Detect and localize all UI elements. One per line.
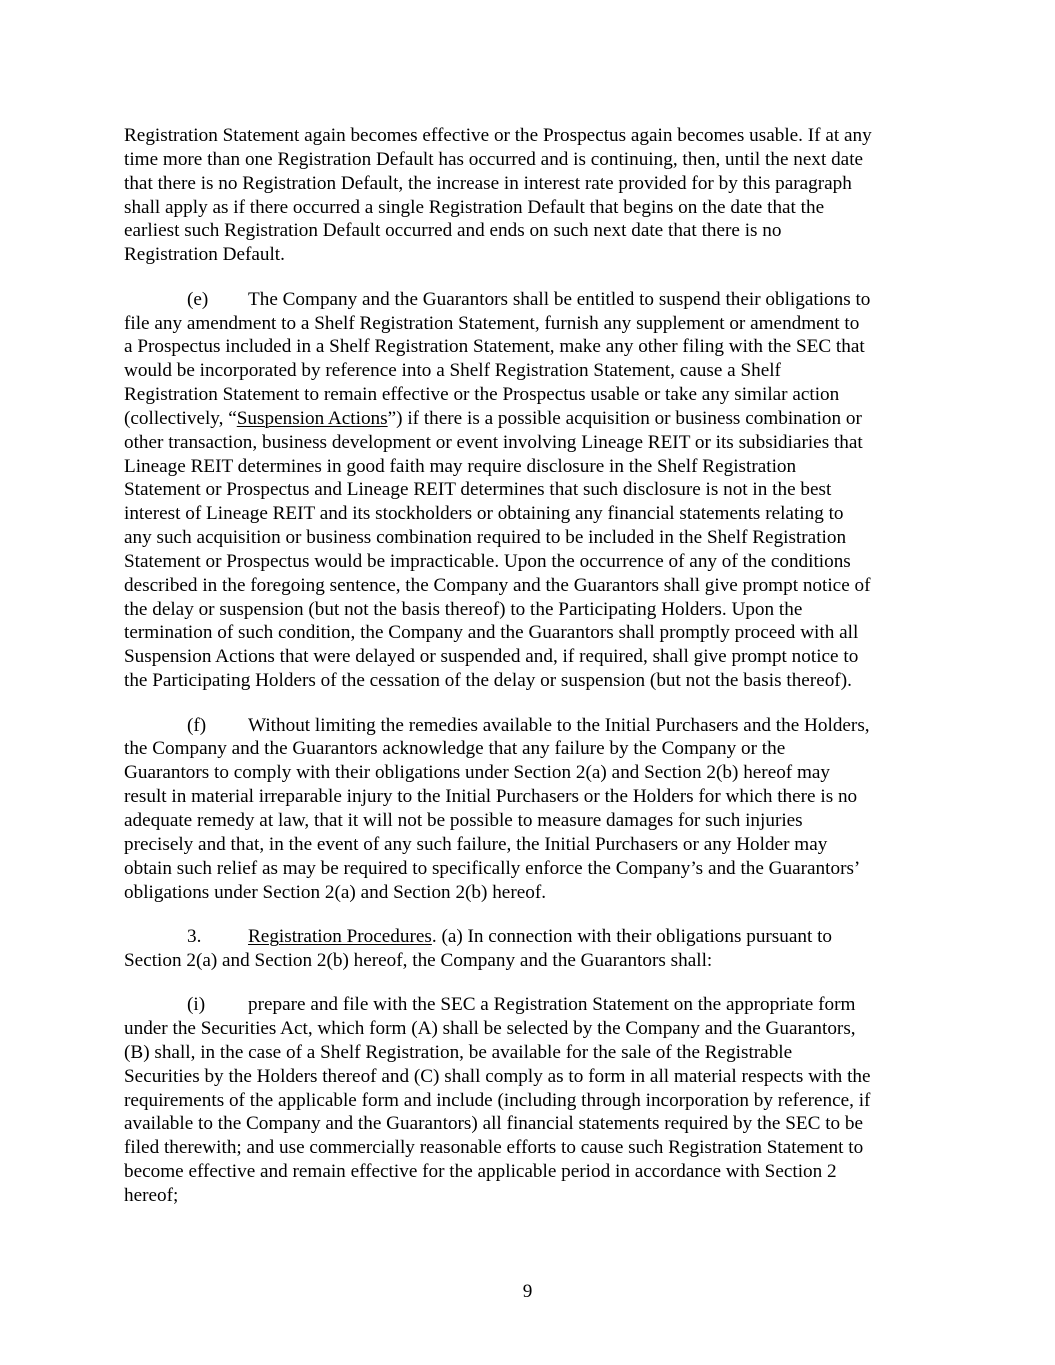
text-line: hereof; (124, 1184, 179, 1206)
text-line: obligations under Section 2(a) and Section 2(b) hereof. (124, 881, 547, 903)
text-segment: The Company and the Guarantors shall be entitled to suspend their obligations to (248, 288, 871, 310)
text-line: would be incorporated by reference into a Shelf Registration Statement, cause a Shelf (124, 360, 781, 382)
text-line: file any amendment to a Shelf Registration Statement, furnish any supplement or amendment to (124, 312, 860, 334)
text-line: Registration Statement again becomes effective or the Prospectus again becomes usable. If at any (124, 125, 872, 146)
text-line: requirements of the applicable form and include (including through incorporation by reference, if (124, 1089, 871, 1111)
text-line: become effective and remain effective for the applicable period in accordance with Section 2 (124, 1161, 837, 1183)
text-line (124, 925, 936, 949)
paragraph-continuation (124, 124, 936, 267)
section-number: 3. (187, 925, 202, 947)
text-line: the Company and the Guarantors acknowledge that any failure by the Company or the (124, 738, 786, 760)
text-line: a Prospectus included in a Shelf Registration Statement, make any other filing with the SEC that (124, 336, 865, 358)
section-title: Registration Procedures (248, 925, 432, 947)
text-line: the Participating Holders of the cessation of the delay or suspension (but not the basis thereof). (124, 670, 852, 692)
text-line: available to the Company and the Guarantors) all financial statements required by the SEC to be (124, 1113, 864, 1135)
text-line: earliest such Registration Default occurred and ends on such next date that there is no (124, 220, 782, 242)
text-line: termination of such condition, the Company and the Guarantors shall promptly proceed with all (124, 622, 859, 644)
text-line (124, 407, 936, 431)
document-body (124, 124, 936, 1208)
defined-term: Suspension Actions (236, 407, 388, 429)
text-segment: Without limiting the remedies available to the Initial Purchasers and the Holders, (248, 714, 870, 736)
text-line: Registration Default. (124, 244, 285, 266)
text-line: shall apply as if there occurred a single Registration Default that begins on the date that the (124, 196, 825, 218)
text-line: filed therewith; and use commercially reasonable efforts to cause such Registration Statement to (124, 1137, 864, 1159)
text-line: Guarantors to comply with their obligations under Section 2(a) and Section 2(b) hereof may (124, 762, 831, 784)
text-line: time more than one Registration Default has occurred and is continuing, then, until the next date (124, 148, 864, 170)
text-line: described in the foregoing sentence, the Company and the Guarantors shall give prompt notice of (124, 574, 871, 596)
text-line: Statement or Prospectus and Lineage REIT determines that such disclosure is not in the best (124, 479, 832, 501)
text-line: obtain such relief as may be required to specifically enforce the Company’s and the Guarantors’ (124, 857, 861, 879)
text-line (124, 288, 936, 312)
text-line: (B) shall, in the case of a Shelf Registration, be available for the sale of the Registrable (124, 1041, 793, 1063)
paragraph-f (124, 714, 936, 905)
paragraph-e (124, 288, 936, 693)
text-segment: . (a) In connection with their obligations pursuant to (431, 925, 833, 947)
page-number: 9 (522, 1281, 533, 1302)
text-line: precisely and that, in the event of any such failure, the Initial Purchasers or any Holder may (124, 833, 828, 855)
text-line: Securities by the Holders thereof and (C) shall comply as to form in all material respects with the (124, 1065, 871, 1087)
text-segment: ”) if there is a possible acquisition or business combination or (387, 407, 862, 429)
paragraph-marker: (i) (187, 994, 206, 1016)
text-line: adequate remedy at law, that it will not be possible to measure damages for such injuries (124, 809, 803, 831)
text-line: any such acquisition or business combination required to be included in the Shelf Registration (124, 527, 847, 549)
text-line: Statement or Prospectus would be impracticable. Upon the occurrence of any of the conditions (124, 550, 851, 572)
text-line: the delay or suspension (but not the basis thereof) to the Participating Holders. Upon the (124, 598, 803, 620)
text-line: interest of Lineage REIT and its stockholders or obtaining any financial statements relating to (124, 503, 844, 525)
text-line: under the Securities Act, which form (A) shall be selected by the Company and the Guarantors, (124, 1018, 856, 1040)
text-line: Suspension Actions that were delayed or suspended and, if required, shall give prompt notice to (124, 646, 859, 668)
text-line (124, 993, 936, 1017)
text-line: result in material irreparable injury to the Initial Purchasers or the Holders for which there is no (124, 786, 858, 808)
text-segment: (collectively, “ (124, 407, 237, 429)
text-line: that there is no Registration Default, the increase in interest rate provided for by this paragraph (124, 172, 852, 194)
text-line: Section 2(a) and Section 2(b) hereof, the Company and the Guarantors shall: (124, 949, 713, 971)
text-line: other transaction, business development or event involving Lineage REIT or its subsidiaries that (124, 431, 863, 453)
paragraph-marker: (f) (187, 714, 207, 736)
paragraph-i (124, 993, 936, 1208)
section-3-heading-paragraph (124, 925, 936, 973)
text-line: Registration Statement to remain effective or the Prospectus usable or take any similar action (124, 384, 840, 406)
text-line: Lineage REIT determines in good faith may require disclosure in the Shelf Registration (124, 455, 797, 477)
text-segment: prepare and file with the SEC a Registration Statement on the appropriate form (248, 994, 856, 1016)
text-line (124, 714, 936, 738)
paragraph-marker: (e) (187, 288, 209, 310)
